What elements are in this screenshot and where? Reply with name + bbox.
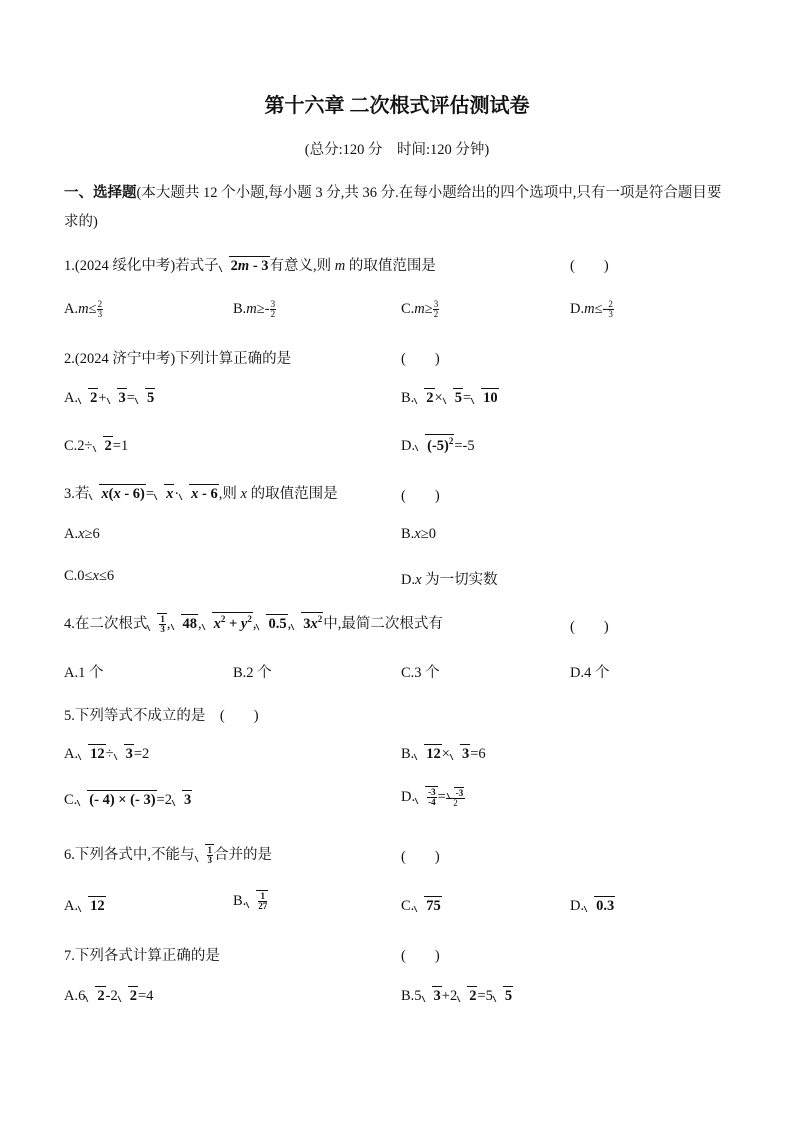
question-1-answer-paren[interactable]: ( ) [570, 258, 609, 274]
exam-info: (总分:120 分 时间:120 分钟) [304, 142, 490, 158]
q2-option-b[interactable]: B. 2× 5= 10 [401, 390, 498, 406]
q3-option-b[interactable]: B.x≥0 [401, 526, 436, 542]
q4-option-a[interactable]: A.1 个 [64, 665, 104, 681]
q4-option-c[interactable]: C.3 个 [401, 665, 440, 681]
q5-option-a[interactable]: A. 12÷ 3=2 [64, 746, 150, 762]
question-5-answer-paren[interactable]: ( ) [219, 708, 259, 724]
q2-option-a[interactable]: A. 2+ 3= 5 [64, 390, 155, 406]
q6-option-c[interactable]: C. 75 [401, 898, 441, 914]
q1-option-a[interactable]: A.m≤ $\frac{2}{3}$ [64, 299, 103, 319]
q3-option-d[interactable]: D.x 为一切实数 [401, 572, 498, 588]
q5-option-d[interactable]: D. $\frac{-3}{-4}$ = $\frac{-3}{2}$ [401, 787, 464, 808]
section-instructions [64, 179, 734, 237]
q6-option-a[interactable]: A. 12 [64, 898, 105, 914]
q4-option-b[interactable]: B.2 个 [233, 665, 272, 681]
q6-option-d[interactable]: D. 0.3 [570, 898, 615, 914]
q6-option-b[interactable]: B. $\frac{1}{27}$ [233, 891, 268, 911]
question-7-stem: 7.下列各式计算正确的是 [64, 948, 220, 964]
q1-option-b[interactable]: B.m≥- $\frac{3}{2}$ [233, 299, 276, 319]
page-title: 第十六章 二次根式评估测试卷 [264, 95, 530, 117]
question-6-answer-paren[interactable]: ( ) [401, 849, 440, 865]
question-5-stem: 5.下列等式不成立的是 ( ) [64, 708, 259, 724]
q4-option-d[interactable]: D.4 个 [570, 665, 610, 681]
question-1-stem: 1.(2024 绥化中考)若式子 2m - 3有意义,则 m 的取值范围是 [64, 258, 436, 274]
q2-option-c[interactable]: C.2÷ 2=1 [64, 438, 129, 454]
question-4-stem: 4.在二次根式 $\frac{1}{3}$ , 48, $x^2 + y^2$, 0.5, $3x^2$中,最简二次根式有 [64, 614, 443, 635]
q7-option-a[interactable]: A.6 2-2 2=4 [64, 988, 154, 1004]
q1-option-c[interactable]: C.m≥ $\frac{3}{2}$ [401, 299, 439, 319]
section-description: (本大题共 12 个小题,每小题 3 分,共 36 分.在每小题给出的四个选项中,只有一项是符合题目要求的) [64, 185, 722, 230]
q7-option-b[interactable]: B.5 3+2 2=5 5 [401, 988, 513, 1004]
q5-option-b[interactable]: B. 12× 3=6 [401, 746, 486, 762]
question-2-stem: 2.(2024 济宁中考)下列计算正确的是 [64, 351, 292, 367]
q5-option-c[interactable]: C. (- 4) × (- 3)=2 3 [64, 792, 192, 808]
question-4-answer-paren[interactable]: ( ) [570, 619, 609, 635]
question-2-answer-paren[interactable]: ( ) [401, 351, 440, 367]
question-6-stem: 6.下列各式中,不能与 $\frac{1}{3}$ 合并的是 [64, 845, 272, 866]
q3-option-a[interactable]: A.x≥6 [64, 526, 100, 542]
q1-option-d[interactable]: D.m≤- $\frac{2}{3}$ [570, 299, 613, 319]
question-3-stem: 3.若 x(x - 6)= x· x - 6,则 x 的取值范围是 [64, 486, 338, 502]
question-3-answer-paren[interactable]: ( ) [401, 488, 440, 504]
section-heading: 一、选择题 [64, 185, 137, 201]
question-7-answer-paren[interactable]: ( ) [401, 948, 440, 964]
q3-option-c[interactable]: C.0≤x≤6 [64, 568, 115, 584]
q2-option-d[interactable]: D. $(-5)^2=-5$ [401, 436, 475, 454]
